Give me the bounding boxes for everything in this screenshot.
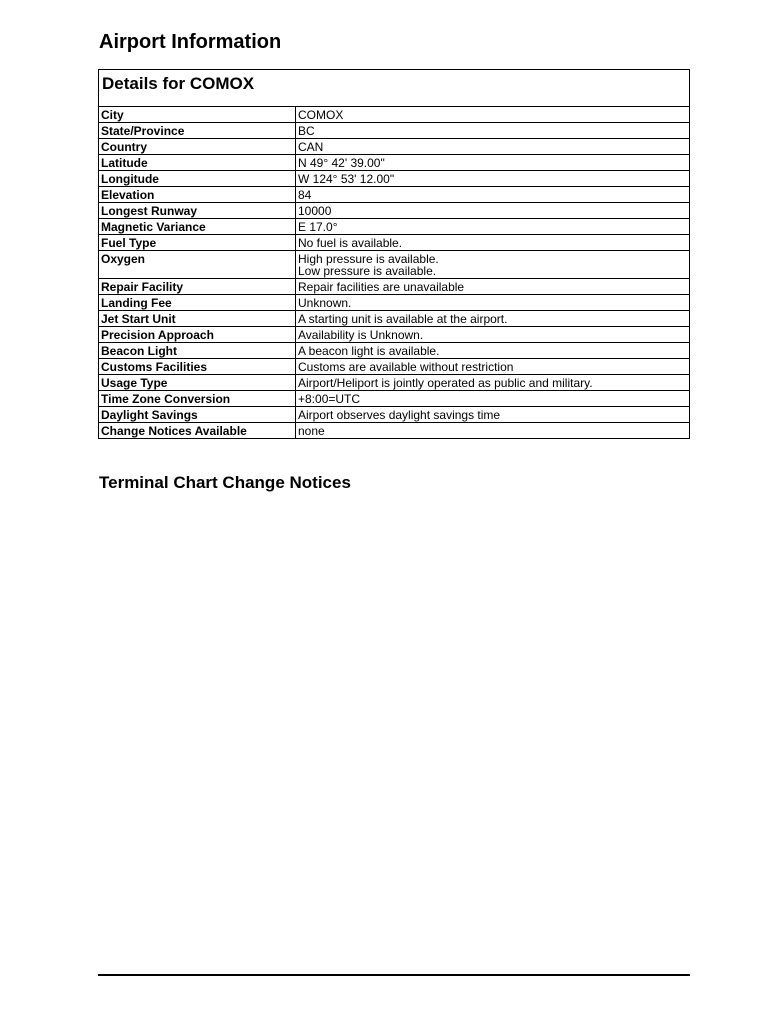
table-row [99, 407, 689, 423]
table-row [99, 295, 689, 311]
table-row [99, 343, 689, 359]
table-row [99, 203, 689, 219]
table-row [99, 139, 689, 155]
row-value-text: 10000 [298, 204, 332, 218]
table-row [99, 219, 689, 235]
table-row [99, 311, 689, 327]
table-row [99, 423, 689, 439]
table-row [99, 123, 689, 139]
row-value-text: E 17.0° [298, 220, 338, 234]
row-value [296, 391, 690, 407]
table-row [99, 279, 689, 295]
change-notices-title: Terminal Chart Change Notices [99, 473, 351, 492]
row-label: Longest Runway [99, 203, 296, 219]
row-value-text: Repair facilities are unavailable [298, 280, 465, 294]
row-value [296, 327, 690, 343]
row-value [296, 219, 690, 235]
details-header: Details for COMOX [99, 70, 689, 107]
airport-details-table [99, 107, 689, 438]
row-value-text: +8:00=UTC [298, 392, 361, 406]
row-value-text: Customs are available without restriction [298, 360, 514, 374]
row-value-text: A beacon light is available. [298, 344, 440, 358]
row-value-text: N 49° 42' 39.00" [298, 156, 385, 170]
row-label: Daylight Savings [99, 407, 296, 423]
row-label: Time Zone Conversion [99, 391, 296, 407]
row-value-text: W 124° 53' 12.00" [298, 172, 395, 186]
row-value [296, 123, 690, 139]
row-value-text: BC [298, 124, 315, 138]
row-value [296, 187, 690, 203]
row-value [296, 311, 690, 327]
row-label: Oxygen [99, 251, 296, 279]
row-value [296, 359, 690, 375]
table-row [99, 107, 689, 123]
table-row [99, 155, 689, 171]
airport-details-panel [98, 69, 690, 439]
table-row [99, 235, 689, 251]
row-value [296, 107, 690, 123]
row-value [296, 423, 690, 439]
table-row [99, 327, 689, 343]
row-value [296, 343, 690, 359]
row-label: Repair Facility [99, 279, 296, 295]
row-label: Jet Start Unit [99, 311, 296, 327]
row-label: Customs Facilities [99, 359, 296, 375]
row-value-text: Availability is Unknown. [298, 328, 424, 342]
row-label: Change Notices Available [99, 423, 296, 439]
table-row [99, 187, 689, 203]
row-label: Latitude [99, 155, 296, 171]
row-value-text-secondary: Low pressure is available. [298, 264, 437, 278]
row-label: Landing Fee [99, 295, 296, 311]
row-value-text: Airport/Heliport is jointly operated as public and military. [298, 376, 593, 390]
row-label: Magnetic Variance [99, 219, 296, 235]
row-value [296, 155, 690, 171]
table-row [99, 171, 689, 187]
row-value-text: No fuel is available. [298, 236, 403, 250]
page-title: Airport Information [99, 31, 282, 53]
row-value-text: A starting unit is available at the airport. [298, 312, 508, 326]
row-value [296, 279, 690, 295]
row-value-text: 84 [298, 188, 312, 202]
airport-details-body [99, 107, 689, 438]
row-value [296, 235, 690, 251]
row-label: Longitude [99, 171, 296, 187]
row-value-text: CAN [298, 140, 324, 154]
row-label: Fuel Type [99, 235, 296, 251]
table-row [99, 251, 689, 279]
row-label: State/Province [99, 123, 296, 139]
row-value [296, 251, 690, 279]
row-label: Country [99, 139, 296, 155]
row-label: Precision Approach [99, 327, 296, 343]
table-row [99, 391, 689, 407]
row-value [296, 295, 690, 311]
row-label: Elevation [99, 187, 296, 203]
row-value [296, 407, 690, 423]
row-value-text: Unknown. [298, 296, 352, 310]
table-row [99, 375, 689, 391]
row-label: Usage Type [99, 375, 296, 391]
footer-divider [98, 974, 690, 976]
row-value-text: COMOX [298, 108, 344, 122]
row-value-text: Airport observes daylight savings time [298, 408, 501, 422]
row-value [296, 203, 690, 219]
row-value-text: High pressure is available. [298, 252, 439, 266]
row-value [296, 171, 690, 187]
table-row [99, 359, 689, 375]
row-value [296, 139, 690, 155]
row-value-text: none [298, 424, 325, 438]
row-label: City [99, 107, 296, 123]
row-value [296, 375, 690, 391]
row-label: Beacon Light [99, 343, 296, 359]
